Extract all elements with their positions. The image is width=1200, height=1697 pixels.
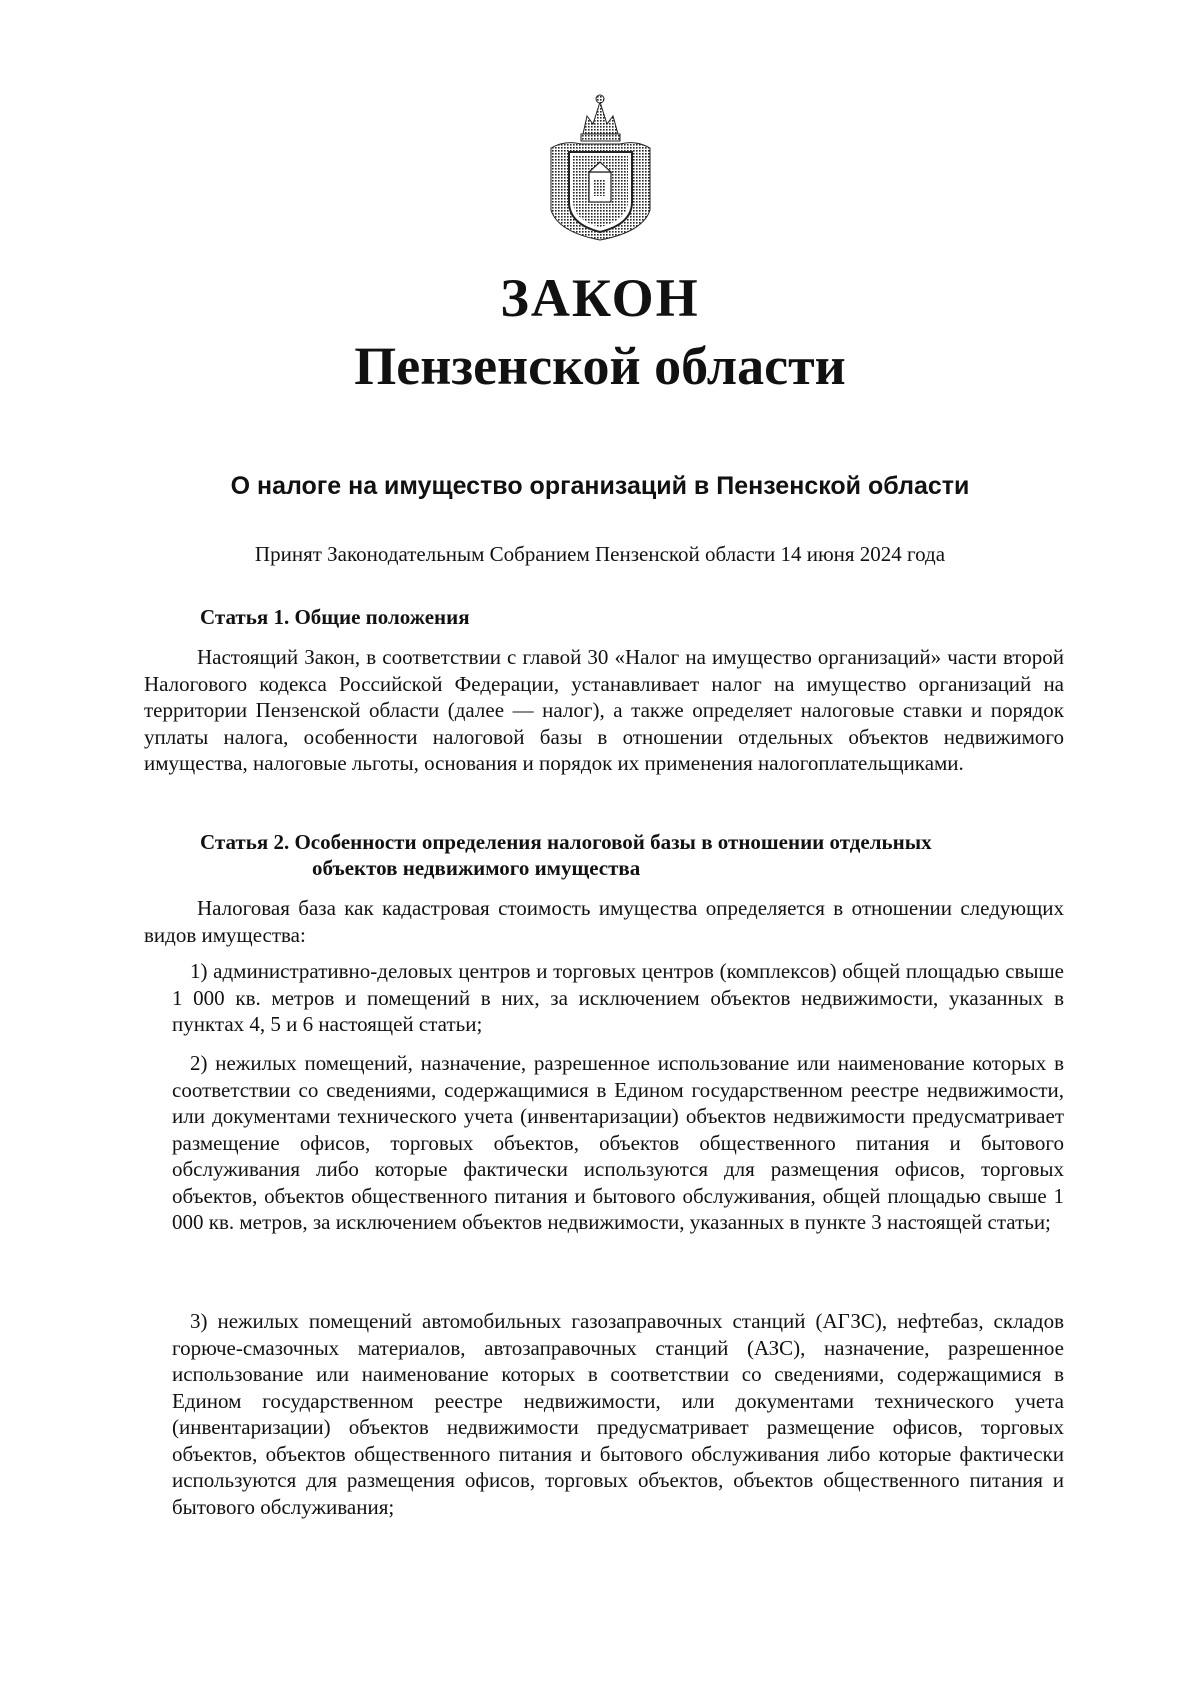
law-region: Пензенской области <box>354 336 846 396</box>
list-item: 2) нежилых помещений, назначение, разрешенное использование или наименование которых в соответствии со сведениями, содержащимися в Едином государственном реестре недвижимости, или документами технического учета (инвентаризации) объектов недвижимости предусматривает размещение офисов, торговых объектов, объектов общественного питания и бытового обслуживания либо которые фактически используются для размещения офисов, торговых объектов, объектов общественного питания и бытового обслуживания, общей площадью свыше 1 000 кв. метров, за исключением объектов недвижимости, указанных в пункте 3 настоящей статьи; <box>172 1051 1064 1234</box>
law-title: ЗАКОН <box>500 268 700 328</box>
article-2-title-line1: Статья 2. Особенности определения налоговой базы в отношении отдельных <box>200 830 932 854</box>
article-2-title <box>200 829 1070 881</box>
article-2-intro: Налоговая база как кадастровая стоимость имущества определяется в отношении следующих видов имущества: <box>144 896 1064 947</box>
article-1-title: Статья 1. Общие положения <box>200 605 470 629</box>
document-heading: О налоге на имущество организаций в Пензенской области <box>230 472 970 500</box>
adoption-note: Принят Законодательным Собранием Пензенской области 14 июня 2024 года <box>254 542 946 566</box>
article-2-title-line2: объектов недвижимого имущества <box>312 856 641 880</box>
list-item: 1) административно-деловых центров и торговых центров (комплексов) общей площадью свыше 1 000 кв. метров и помещений в них, за исключением объектов недвижимости, указанных в пунктах 4, 5 и 6 настоящей статьи; <box>172 959 1064 1036</box>
list-item: 3) нежилых помещений автомобильных газозаправочных станций (АГЗС), нефтебаз, складов горюче-смазочных материалов, автозаправочных станций (АЗС), назначение, разрешенное использование или наименование которых в соответствии со сведениями, содержащимися в Едином государственном реестре недвижимости, или документами технического учета (инвентаризации) объектов недвижимости предусматривает размещение офисов, торговых объектов, объектов общественного питания и бытового обслуживания либо которые фактически используются для размещения офисов, торговых объектов, объектов общественного питания и бытового обслуживания; <box>172 1309 1064 1519</box>
coat-of-arms-icon <box>543 90 658 242</box>
article-1-text: Настоящий Закон, в соответствии с главой 30 «Налог на имущество организаций» части второй Налогового кодекса Российской Федерации, устанавливает налог на имущество организаций на территории Пензенской области (далее — налог), а также определяет налоговые ставки и порядок уплаты налога, особенности налоговой базы в отношении отдельных объектов недвижимого имущества, налоговые льготы, основания и порядок их применения налогоплательщиками. <box>144 645 1064 775</box>
